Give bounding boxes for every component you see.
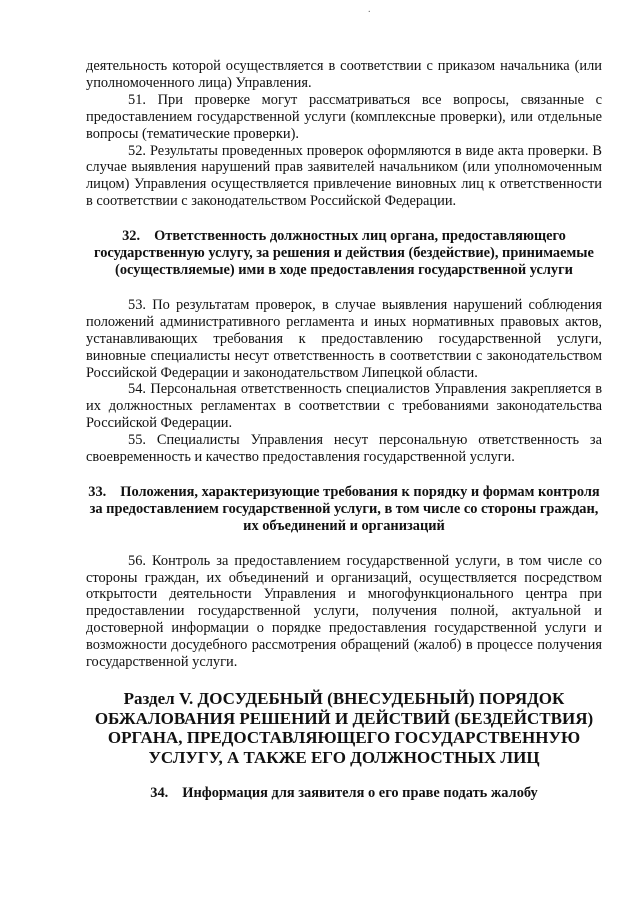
spacer [86,279,602,297]
paragraph-51: 51. При проверке могут рассматриваться все вопросы, связанные с предоставлением государственной услуги (комплексные проверки), или отдельные вопросы (тематические проверки). [86,91,602,142]
section-34-title: Информация для заявителя о его праве подать жалобу [182,785,538,801]
section-32-heading [86,228,602,279]
paragraph-55: 55. Специалисты Управления несут персональную ответственность за своевременность и качество предоставления государственной услуги. [86,432,602,466]
page-mark: . [368,4,371,15]
spacer [86,671,602,689]
spacer [86,210,602,228]
section-33-heading [86,484,602,535]
section-32-number: 32. [122,228,141,245]
paragraph-56: 56. Контроль за предоставлением государственной услуги, в том числе со стороны граждан, их объединений и организаций, осуществляется посредством открытости деятельности Управления и многофункционального центра при предоставлении государственной услуги, получения полной, актуальной и достоверной информации о порядке предоставления государственной услуги и возможности досудебного рассмотрения обращений (жалоб) в процессе получения государственной услуги. [86,552,602,671]
paragraph-54: 54. Персональная ответственность специалистов Управления закрепляется в их должностных регламентах в соответствии с требованиями законодательства Российской Федерации. [86,381,602,432]
spacer [86,466,602,484]
section-33-title: Положения, характеризующие требования к порядку и формам контроля за предоставлением государственной услуги, в том числе со стороны граждан, их объединений и организаций [89,483,600,534]
part-5-heading: Раздел V. ДОСУДЕБНЫЙ (ВНЕСУДЕБНЫЙ) ПОРЯДОК ОБЖАЛОВАНИЯ РЕШЕНИЙ И ДЕЙСТВИЙ (БЕЗДЕЙСТВИЯ) ОРГАНА, ПРЕДОСТАВЛЯЮЩЕГО ГОСУДАРСТВЕННУЮ УСЛУГУ, А ТАКЖЕ ЕГО ДОЛЖНОСТНЫХ ЛИЦ [94,689,594,767]
section-34-number: 34. [150,785,169,801]
paragraph-52: 52. Результаты проведенных проверок оформляются в виде акта проверки. В случае выявления нарушений прав заявителей начальником (или уполномоченным лицом) Управления осуществляется привлечение виновных лиц к ответственности в соответствии с законодательством Российской Федерации. [86,142,602,210]
document-page [86,58,602,802]
section-32-title: Ответственность должностных лиц органа, предоставляющего государственную услугу, за решения и действия (бездействие), принимаемые (осуществляемые) ими в ходе предоставления государственной услуги [94,228,594,278]
section-33-number: 33. [88,483,107,500]
spacer [86,535,602,553]
paragraph-continuation: деятельность которой осуществляется в соответствии с приказом начальника (или уполномоченного лица) Управления. [86,58,602,91]
paragraph-53: 53. По результатам проверок, в случае выявления нарушений соблюдения положений административного регламента и иных нормативных правовых актов, устанавливающих требования к предоставлению государственной услуги, виновные специалисты несут ответственность в соответствии с законодательством Российской Федерации и законодательством Липецкой области. [86,296,602,381]
section-34-heading [86,785,602,802]
spacer [86,767,602,785]
